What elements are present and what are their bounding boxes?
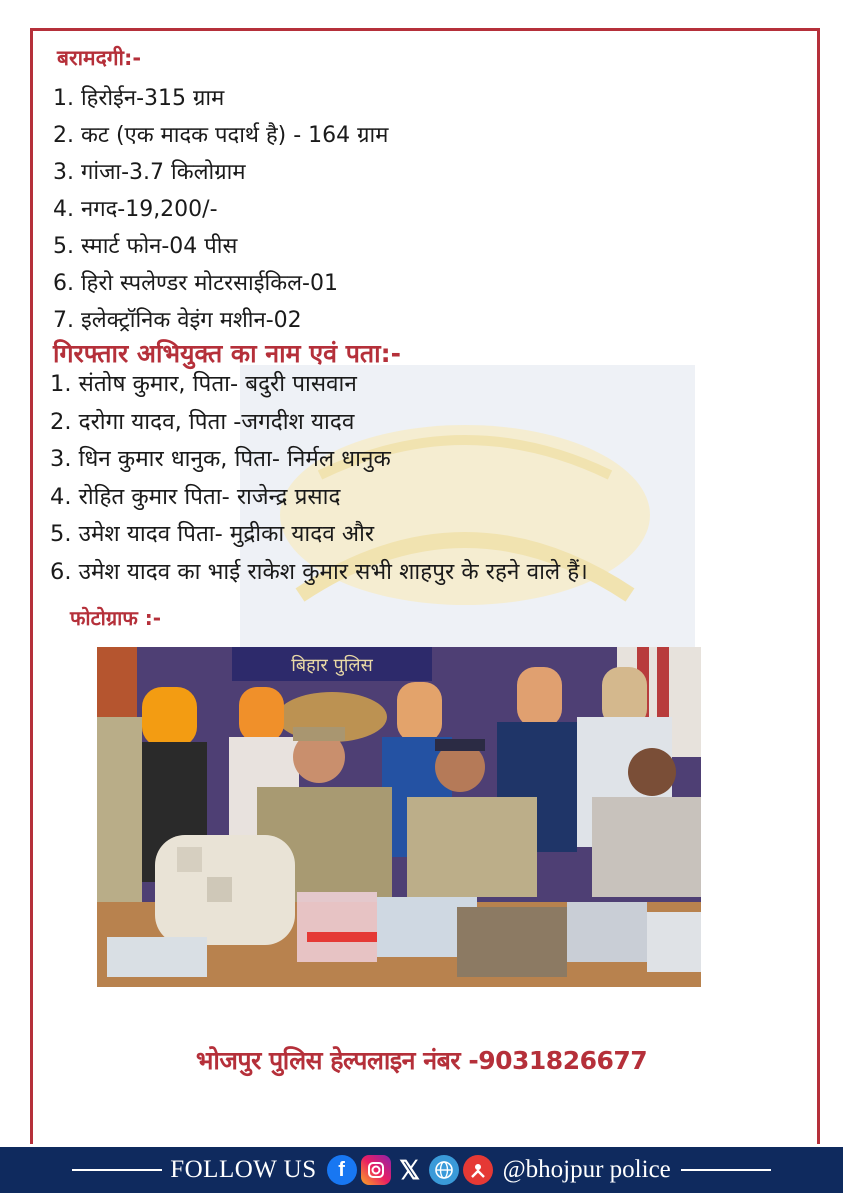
social-handle[interactable]: @bhojpur police (502, 1156, 671, 1183)
recovery-heading: बरामदगी:- (57, 46, 142, 70)
list-item: 5. उमेश यादव पिता- मुद्रीका यादव और (50, 521, 375, 547)
list-item: 4. रोहित कुमार पिता- राजेन्द्र प्रसाद (50, 483, 341, 510)
social-icons (327, 1155, 493, 1185)
photograph-heading: फोटोग्राफ :- (70, 606, 162, 630)
x-icon[interactable]: 𝕏 (399, 1154, 421, 1185)
follow-us-label: FOLLOW US (170, 1156, 317, 1183)
list-item: 3. गांजा-3.7 किलोग्राम (53, 160, 246, 185)
footer-rule-right (681, 1169, 771, 1171)
list-item: 6. उमेश यादव का भाई राकेश कुमार सभी शाहपुर के रहने वाले हैं। (50, 558, 588, 585)
list-item: 1. संतोष कुमार, पिता- बदुरी पासवान (50, 371, 357, 397)
accused-list (50, 366, 588, 591)
press-conference-photo (97, 647, 701, 987)
list-item: 2. कट (एक मादक पदार्थ है) - 164 ग्राम (53, 123, 389, 148)
footer-rule-left (72, 1169, 162, 1171)
accused-heading: गिरफ्तार अभियुक्त का नाम एवं पता:- (53, 339, 402, 368)
list-item: 1. हिरोईन-315 ग्राम (53, 86, 225, 111)
recovery-list (53, 80, 388, 339)
social-footer (0, 1147, 843, 1193)
web-icon[interactable] (429, 1155, 459, 1185)
list-item: 4. नगद-19,200/- (53, 197, 218, 222)
instagram-icon[interactable] (361, 1155, 391, 1185)
helpline-number: भोजपुर पुलिस हेल्पलाइन नंबर -9031826677 (195, 1046, 648, 1075)
list-item: 6. हिरो स्पलेण्डर मोटरसाईकिल-01 (53, 271, 338, 296)
facebook-icon[interactable]: f (327, 1155, 357, 1185)
koo-icon[interactable] (463, 1155, 493, 1185)
list-item: 5. स्मार्ट फोन-04 पीस (53, 234, 238, 259)
photo-banner-text: बिहार पुलिस (291, 655, 373, 676)
list-item: 3. धिन कुमार धानुक, पिता- निर्मल धानुक (50, 446, 391, 472)
list-item: 7. इलेक्ट्रॉनिक वेइंग मशीन-02 (53, 308, 302, 333)
list-item: 2. दरोगा यादव, पिता -जगदीश यादव (50, 408, 355, 435)
